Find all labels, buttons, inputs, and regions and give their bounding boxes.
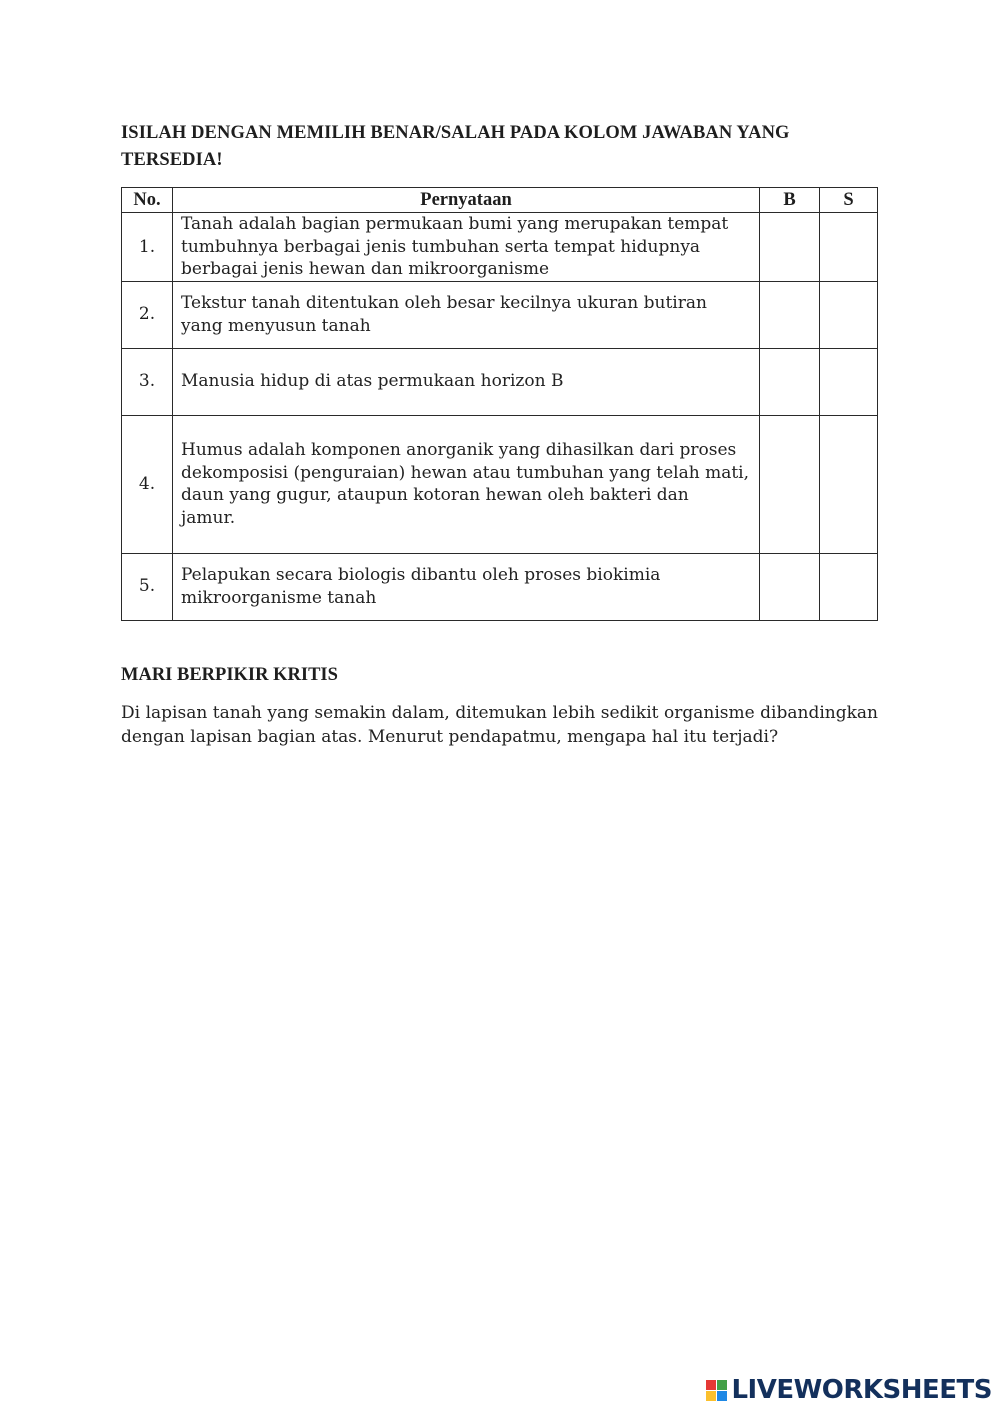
row-number: 4. [122,415,173,553]
answer-true-cell[interactable] [760,553,820,620]
critical-thinking-title: MARI BERPIKIR KRITIS [121,665,338,685]
table-row [122,415,878,553]
answer-false-cell[interactable] [820,281,878,348]
statement-line: Humus adalah komponen anorganik yang dihasilkan dari proses [181,440,737,460]
true-false-table [121,187,878,621]
critical-thinking-question: Di lapisan tanah yang semakin dalam, ditemukan lebih sedikit organisme dibandingkan dengan lapisan bagian atas. Menurut pendapatmu, mengapa hal itu terjadi? [121,703,878,747]
row-number: 3. [122,348,173,415]
logo-mark-icon [706,1380,727,1401]
logo-text: LIVEWORKSHEETS [731,1375,992,1405]
logo-square-yellow [706,1391,716,1401]
table-row [122,348,878,415]
table-row [122,213,878,282]
answer-true-cell[interactable] [760,348,820,415]
table-row [122,281,878,348]
header-statement: Pernyataan [173,188,760,213]
answer-false-cell[interactable] [820,553,878,620]
liveworksheets-logo [706,1373,992,1407]
answer-true-cell[interactable] [760,213,820,282]
header-false: S [820,188,878,213]
header-no: No. [122,188,173,213]
row-number: 1. [122,213,173,282]
statement-line: jamur. [181,507,236,528]
table-row [122,553,878,620]
answer-false-cell[interactable] [820,348,878,415]
row-number: 2. [122,281,173,348]
row-number: 5. [122,553,173,620]
table-header-row [122,188,878,213]
statement-text: Tekstur tanah ditentukan oleh besar kecilnya ukuran butiran yang menyusun tanah [173,281,760,348]
statement-line: dekomposisi (penguraian) hewan atau tumbuhan yang telah mati, daun yang gugur, ataupun kotoran hewan oleh bakteri dan [181,462,750,505]
worksheet-instruction: ISILAH DENGAN MEMILIH BENAR/SALAH PADA KOLOM JAWABAN YANG TERSEDIA! [121,123,790,170]
statement-text: Manusia hidup di atas permukaan horizon B [173,348,760,415]
answer-true-cell[interactable] [760,281,820,348]
logo-square-green [717,1380,727,1390]
statement-text [173,415,760,553]
statement-text: Pelapukan secara biologis dibantu oleh proses biokimia mikroorganisme tanah [173,553,760,620]
statement-text: Tanah adalah bagian permukaan bumi yang merupakan tempat tumbuhnya berbagai jenis tumbuhan serta tempat hidupnya berbagai jenis hewan dan mikroorganisme [173,213,760,282]
logo-square-blue [717,1391,727,1401]
answer-true-cell[interactable] [760,415,820,553]
answer-false-cell[interactable] [820,213,878,282]
logo-square-red [706,1380,716,1390]
answer-false-cell[interactable] [820,415,878,553]
header-true: B [760,188,820,213]
